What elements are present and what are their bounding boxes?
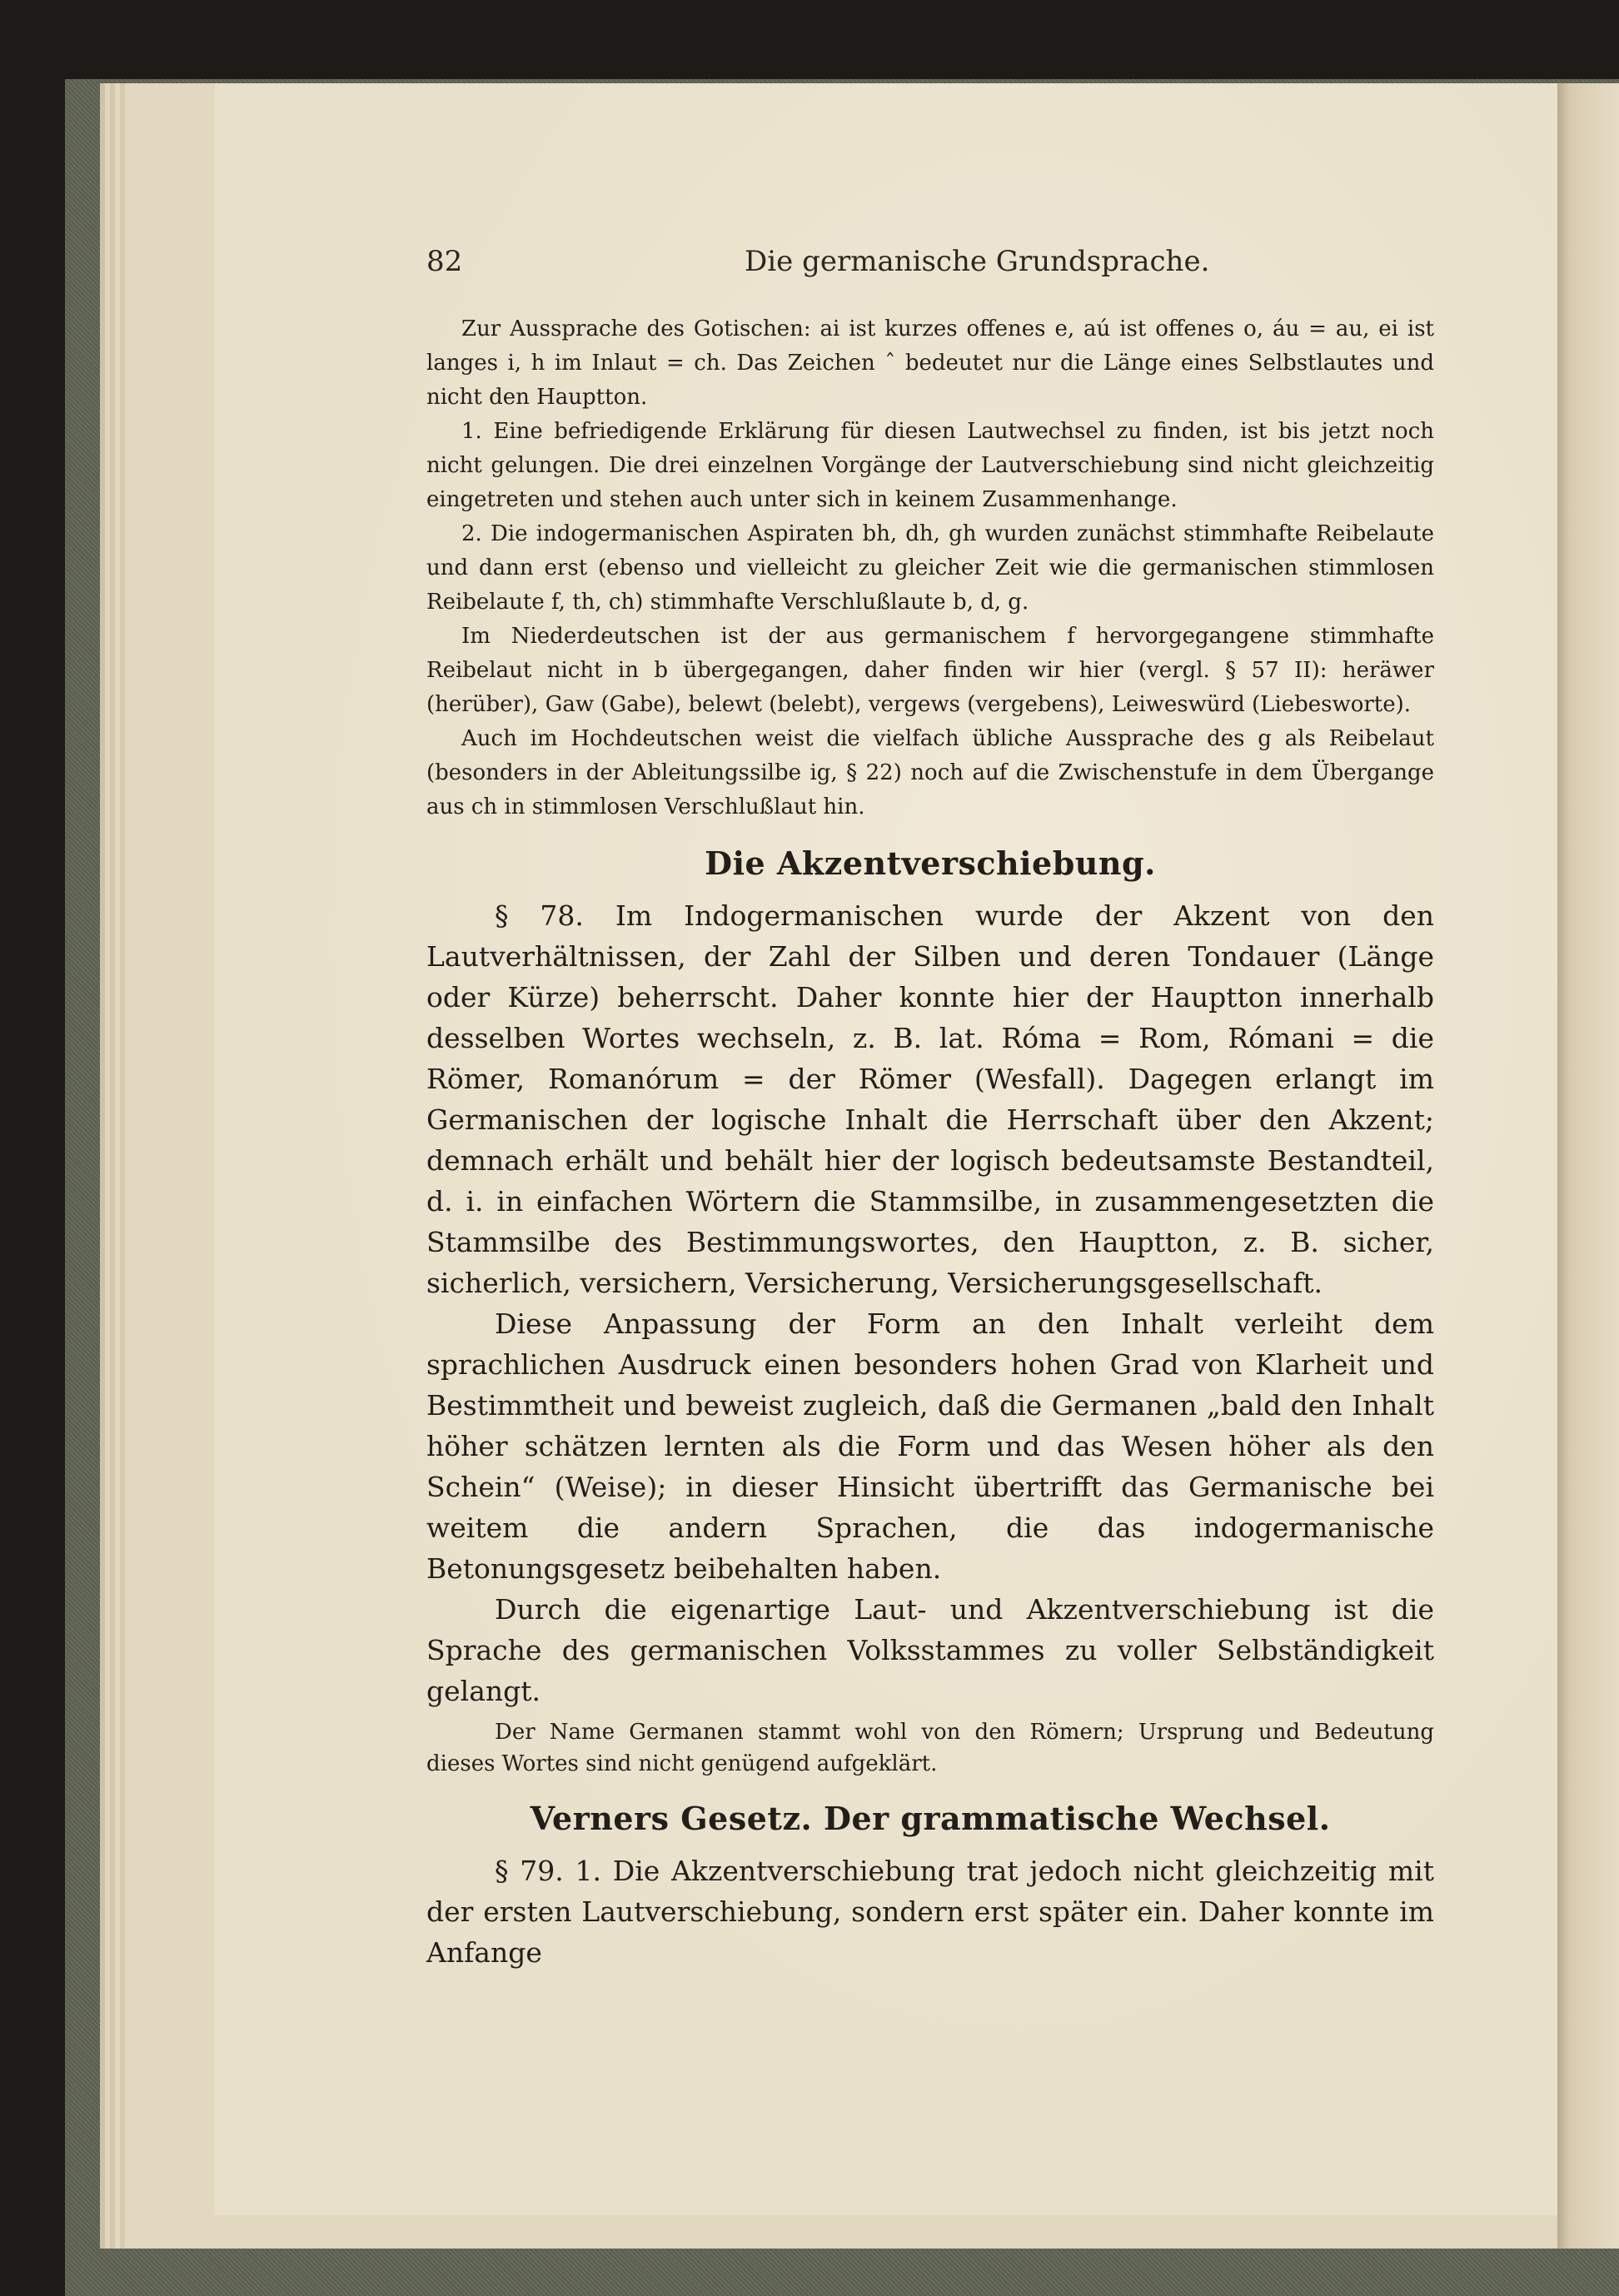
paragraph-78: § 78. Im Indogermanischen wurde der Akzent von den Lautverhältnissen, der Zahl der Silben und deren Tondauer (Länge oder Kürze) beherrscht. Daher konnte hier der Hauptton innerhalb desselben Wortes wechseln, z. B. lat. Róma = Rom, Rómani = die Römer, Romanórum = der Römer (Wesfall). Dagegen erlangt im Germanischen der logische Inhalt die Herrschaft über den Akzent; demnach erhält und behält hier der logisch bedeutsamste Bestandteil, d. i. in einfachen Wörtern die Stammsilbe, in zusammengesetzten die Stammsilbe des Bestimmungswortes, den Hauptton, z. B. sicher, sicherlich, versichern, Versicherung, Versicherungsgesellschaft.	[426, 899, 1434, 1299]
paragraph-79: § 79. 1. Die Akzentverschiebung trat jedoch nicht gleichzeitig mit der ersten Lautverschiebung, sondern erst später ein. Daher konnte im Anfange	[426, 1855, 1434, 1969]
paragraph-high-german: Auch im Hochdeutschen weist die vielfach übliche Aussprache des g als Reibelaut (besonders in der Ableitungssilbe ig, § 22) noch auf die Zwischenstufe in dem Übergange aus ch in stimmlosen Verschlußlaut hin.	[426, 726, 1434, 819]
section-verner-body	[426, 1850, 1434, 1973]
footnote-germanen: Der Name Germanen stammt wohl von den Römern; Ursprung und Bedeutung dieses Wortes sind nicht genügend aufgeklärt.	[426, 1720, 1434, 1776]
section-heading-accent-shift: Die Akzentverschiebung.	[705, 844, 1156, 882]
page-body	[426, 312, 1434, 1973]
paragraph-adaptation: Diese Anpassung der Form an den Inhalt verleiht dem sprachlichen Ausdruck einen besonders hohen Grad von Klarheit und Bestimmtheit und beweist zugleich, daß die Germanen „bald den Inhalt höher schätzen lernten als die Form und das Wesen höher als den Schein“ (Weise); in dieser Hinsicht übertrifft das Germanische bei weitem die andern Sprachen, die das indogermanische Betonungsgesetz beibehalten haben.	[426, 1307, 1434, 1585]
paragraph-independence: Durch die eigenartige Laut- und Akzentverschiebung ist die Sprache des germanischen Volksstammes zu voller Selbständigkeit gelangt.	[426, 1593, 1434, 1707]
section-heading-verner: Verners Gesetz. Der grammatische Wechsel.	[530, 1800, 1331, 1837]
paragraph-low-german: Im Niederdeutschen ist der aus germanischem f hervorgegangene stimmhafte Reibelaut nicht in b übergegangen, daher finden wir hier (vergl. § 57 II): heräwer (herüber), Gaw (Gabe), belewt (belebt), vergews (vergebens), Leiweswürd (Liebesworte).	[426, 624, 1434, 717]
paragraph-gothic-pronunciation: Zur Aussprache des Gotischen: ai ist kurzes offenes e, aú ist offenes o, áu = au, ei ist langes i, h im Inlaut = ch. Das Zeichen ˆ bedeutet nur die Länge eines Selbstlautes und nicht den Hauptton.	[426, 316, 1434, 410]
facing-page-edge	[1557, 83, 1619, 2249]
section-accent-shift-body	[426, 895, 1434, 1711]
paragraph-note-2: 2. Die indogermanischen Aspiraten bh, dh, gh wurden zunächst stimmhafte Reibelaute und dann erst (ebenso und vielleicht zu gleicher Zeit wie die germanischen stimmlosen Reibelaute f, th, ch) stimmhafte Verschlußlaute b, d, g.	[426, 521, 1434, 615]
small-print-block	[426, 312, 1434, 824]
page-number: 82	[426, 245, 463, 278]
page-header	[426, 245, 1441, 288]
running-title: Die germanische Grundsprache.	[745, 245, 1210, 278]
paragraph-note-1: 1. Eine befriedigende Erklärung für diesen Lautwechsel zu finden, ist bis jetzt noch nicht gelungen. Die drei einzelnen Vorgänge der Lautverschiebung sind nicht gleichzeitig eingetreten und stehen auch unter sich in keinem Zusammenhange.	[426, 419, 1434, 512]
